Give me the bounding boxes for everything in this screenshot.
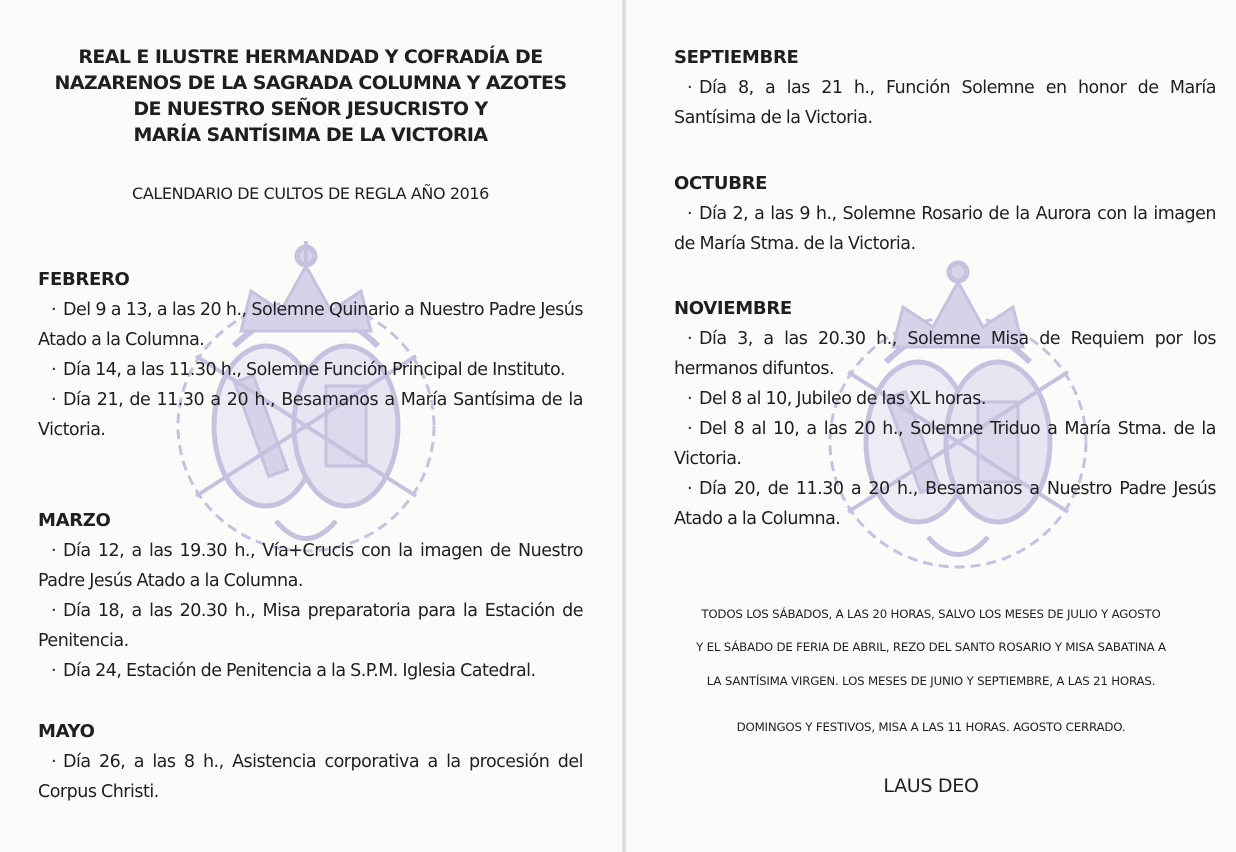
cult-entry: · Del 8 al 10, Jubileo de las XL horas. [674,384,1216,414]
bullet-icon: · [51,390,57,410]
month-heading: SEPTIEMBRE [674,47,799,68]
month-heading: NOVIEMBRE [674,298,792,319]
title-line: MARÍA SANTÍSIMA DE LA VICTORIA [133,124,488,146]
bullet-icon: · [687,78,693,98]
cult-entry: · Día 14, a las 11.30 h., Solemne Función Principal de Instituto. [38,355,583,385]
month-heading: OCTUBRE [674,173,768,194]
bullet-icon: · [687,329,693,349]
month-section-octubre [674,170,1216,259]
month-section-febrero [38,266,583,445]
cult-entry: · Día 21, de 11.30 a 20 h., Besamanos a María Santísima de la Victoria. [38,385,583,445]
bullet-icon: · [687,204,693,224]
cult-entry: · Día 2, a las 9 h., Solemne Rosario de la Aurora con la imagen de María Stma. de la Victoria. [674,199,1216,259]
month-section-mayo [38,718,583,807]
cult-entry: · Día 8, a las 21 h., Función Solemne en honor de María Santísima de la Victoria. [674,73,1216,133]
month-heading: FEBRERO [38,269,130,290]
bullet-icon: · [687,419,693,439]
saturday-notice-line: TODOS LOS SÁBADOS, A LAS 20 HORAS, SALVO LOS MESES DE JULIO Y AGOSTO [701,607,1161,621]
month-section-marzo [38,507,583,686]
cult-entry: · Del 8 al 10, a las 20 h., Solemne Triduo a María Stma. de la Victoria. [674,414,1216,474]
closing-laus-deo: LAUS DEO [883,775,979,797]
saturday-notice-line: LA SANTÍSIMA VIRGEN. LOS MESES DE JUNIO Y SEPTIEMBRE, A LAS 21 HORAS. [706,674,1156,688]
title-line: DE NUESTRO SEÑOR JESUCRISTO Y [133,98,488,120]
calendar-subtitle: CALENDARIO DE CULTOS DE REGLA AÑO 2016 [132,184,489,203]
bullet-icon: · [51,661,57,681]
bullet-icon: · [51,541,57,561]
month-heading: MARZO [38,510,111,531]
cult-entry: · Día 24, Estación de Penitencia a la S.P.M. Iglesia Catedral. [38,656,583,686]
cult-entry: · Día 12, a las 19.30 h., Vía+Crucis con la imagen de Nuestro Padre Jesús Atado a la Columna. [38,536,583,596]
bullet-icon: · [51,360,57,380]
bullet-icon: · [51,752,57,772]
cult-entry: · Día 20, de 11.30 a 20 h., Besamanos a Nuestro Padre Jesús Atado a la Columna. [674,474,1216,534]
bullet-icon: · [687,389,693,409]
cult-entry: · Día 26, a las 8 h., Asistencia corporativa a la procesión del Corpus Christi. [38,747,583,807]
brotherhood-title [38,44,583,148]
right-page [626,0,1236,852]
cult-entry: · Día 18, a las 20.30 h., Misa preparatoria para la Estación de Penitencia. [38,596,583,656]
sunday-mass-note: DOMINGOS Y FESTIVOS, MISA A LAS 11 HORAS. AGOSTO CERRADO. [736,720,1126,734]
title-line: NAZARENOS DE LA SAGRADA COLUMNA Y AZOTES [54,72,567,94]
title-line: REAL E ILUSTRE HERMANDAD Y COFRADÍA DE [78,46,543,68]
saturday-notice-line: Y EL SÁBADO DE FERIA DE ABRIL, REZO DEL SANTO ROSARIO Y MISA SABATINA A [696,640,1166,654]
month-heading: MAYO [38,721,95,742]
cult-entry: · Del 9 a 13, a las 20 h., Solemne Quinario a Nuestro Padre Jesús Atado a la Columna. [38,295,583,355]
bullet-icon: · [687,479,693,499]
bullet-icon: · [51,300,57,320]
cult-entry: · Día 3, a las 20.30 h., Solemne Misa de Requiem por los hermanos difuntos. [674,324,1216,384]
bullet-icon: · [51,601,57,621]
month-section-septiembre [674,44,1216,133]
month-section-noviembre [674,295,1216,534]
